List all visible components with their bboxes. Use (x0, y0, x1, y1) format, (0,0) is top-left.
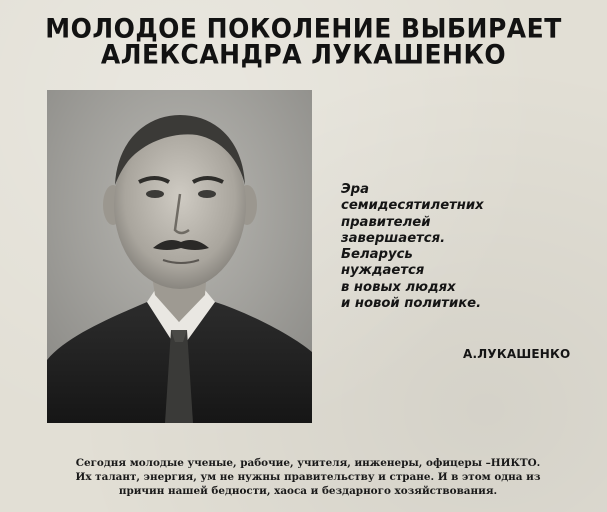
quote-line: правителей (341, 214, 431, 230)
body-paragraph (28, 456, 588, 498)
body-line: Их талант, энергия, ум не нужны правительству и стране. И в этом одна из (75, 471, 541, 483)
quote-line: семидесятилетних (341, 198, 484, 214)
quote-line: Эра (341, 182, 370, 197)
quote-line: Беларусь (341, 247, 413, 263)
quote-line: и новой политике. (341, 296, 482, 312)
body-line: причин нашей бедности, хаоса и бездарного хозяйствования. (118, 485, 498, 497)
headline-line-2: АЛЕКСАНДРА ЛУКАШЕНКО (100, 39, 507, 70)
body-line: Сегодня молодые ученые, рабочие, учителя, инженеры, офицеры –НИКТО. (75, 457, 541, 469)
quote-line: в новых людях (341, 279, 456, 295)
quote-block (341, 182, 601, 312)
portrait-photo (47, 90, 312, 423)
quote-line: завершается. (341, 230, 446, 246)
portrait-illustration (47, 90, 312, 423)
quote-line: нуждается (341, 263, 425, 279)
quote-attribution: А.ЛУКАШЕНКО (463, 347, 571, 361)
headline-line-1: МОЛОДОЕ ПОКОЛЕНИЕ ВЫБИРАЕТ (45, 13, 562, 44)
